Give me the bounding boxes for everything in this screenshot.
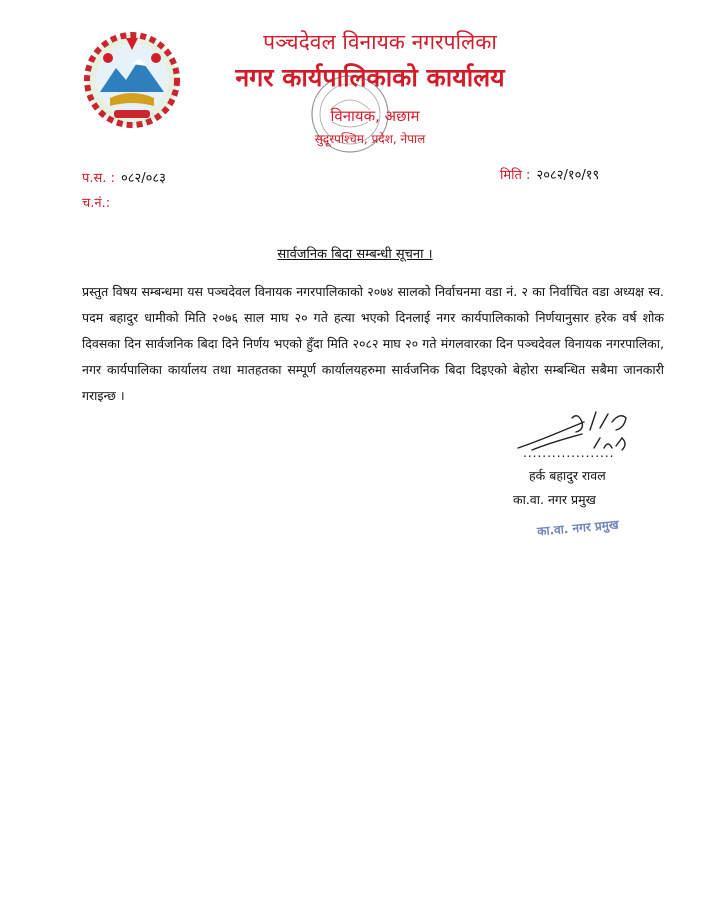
fiscal-year-label: प.स. : — [82, 171, 115, 186]
fiscal-year-value: ०८२/०८३ — [120, 171, 166, 186]
signatory-name: हर्क बहादुर रावल — [529, 468, 606, 483]
nepal-emblem-icon — [82, 28, 182, 128]
municipality-name: पञ्चदेवल विनायक नगरपलिका — [263, 30, 497, 54]
dispatch-number — [82, 193, 110, 211]
date-label: मिति : — [500, 168, 531, 183]
notice-title: सार्वजनिक बिदा सम्बन्धी सूचना । — [277, 247, 433, 262]
document-date — [500, 165, 599, 183]
office-name: नगर कार्यपालिकाको कार्यालय — [235, 63, 505, 92]
province-name: सुदूरपश्चिम, प्रदेश, नेपाल — [314, 132, 426, 146]
acting-mayor-stamp: का.वा. नगर प्रमुख — [536, 517, 620, 539]
district-name: विनायक, अछाम — [330, 107, 420, 125]
signatory-role: का.वा. नगर प्रमुख — [513, 492, 596, 507]
signature-line: ................... — [523, 446, 615, 460]
dispatch-number-label: च.नं.: — [82, 196, 111, 211]
fiscal-year-reference — [82, 168, 166, 186]
date-value: २०८२/१०/१९ — [536, 168, 600, 183]
notice-body: प्रस्तुत विषय सम्बन्धमा यस पञ्चदेवल विनायक नगरपालिकाको २०७४ सालको निर्वाचनमा वडा नं. २ का निर्वाचित वडा अध्यक्ष स्व. पदम बहादुर धामीको मिति २०७६ साल माघ २० गते हत्या भएको दिनलाई नगर कार्यपालिकाको निर्णयानुसार हरेक वर्ष शोक दिवसका दिन सार्वजनिक बिदा दिने निर्णय भएको हुँदा मिति २०८२ माघ २० गते मंगलवारका दिन पञ्चदेवल विनायक नगरपालिका, नगर कार्यपालिका कार्यालय तथा मातहतका सम्पूर्ण कार्यालयहरुमा सार्वजनिक बिदा दिइएको बेहोरा सम्बन्धित सबैमा जानकारी गराइन्छ । — [82, 284, 664, 403]
